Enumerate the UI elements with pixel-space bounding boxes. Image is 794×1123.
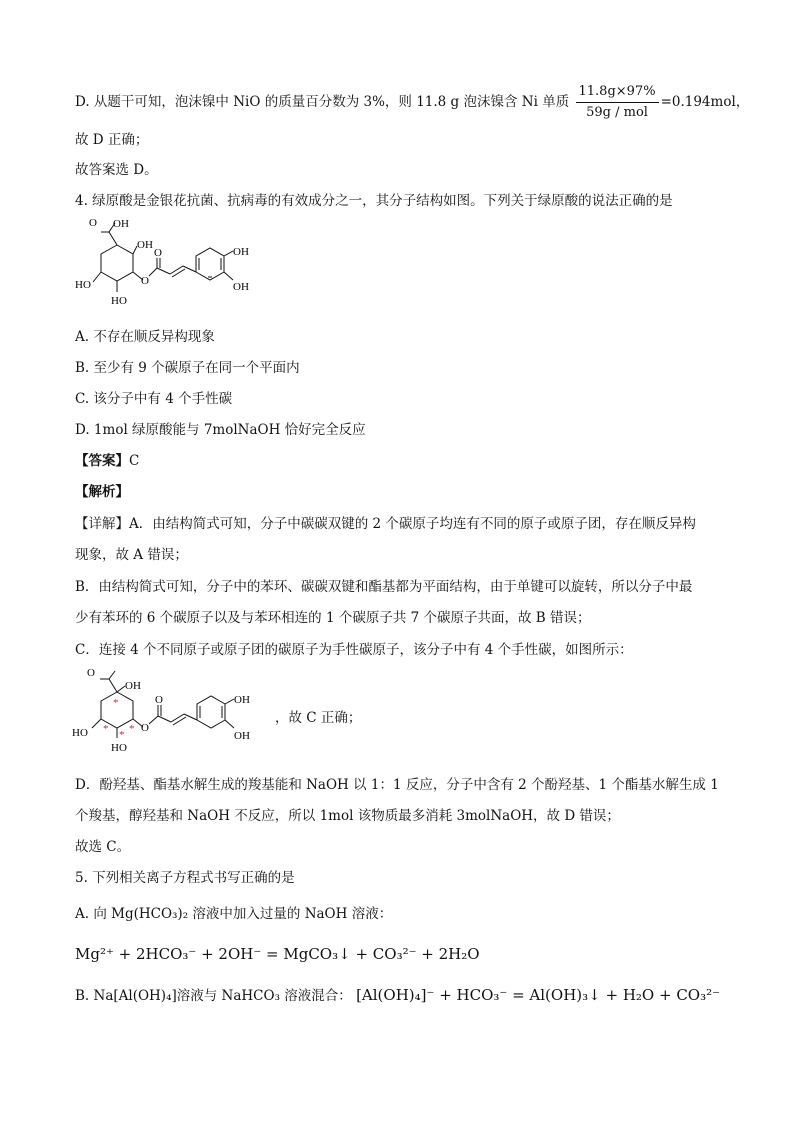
- q5-option-b: B. Na[Al(OH)₄]溶液与 NaHCO₃ 溶液混合： [Al(OH)₄]⁻ + HCO₃⁻ = Al(OH)₃↓ + H₂O + CO₃²⁻: [75, 986, 721, 1004]
- svg-text:OH: OH: [125, 680, 141, 692]
- q5-option-a: A. 向 Mg(HCO₃)₂ 溶液中加入过量的 NaOH 溶液：: [75, 906, 393, 922]
- d-conclusion: 故 D 正确；: [75, 132, 149, 148]
- svg-text:OH: OH: [113, 218, 129, 230]
- chiral-carbon-structure: [70, 668, 280, 772]
- detail-b-2: 少有苯环的 6 个碳原子以及与苯环相连的 1 个碳原子共 7 个碳原子共面，故 B 错误；: [75, 610, 591, 626]
- svg-text:OH: OH: [137, 239, 153, 251]
- q5-option-b-equation: [Al(OH)₄]⁻ + HCO₃⁻ = Al(OH)₃↓ + H₂O + CO₃²⁻: [356, 986, 721, 1004]
- detail-a-2: 现象，故 A 错误；: [75, 547, 188, 563]
- svg-text:HO: HO: [72, 727, 88, 739]
- svg-text:O: O: [154, 247, 162, 259]
- q5-option-a-equation: Mg²⁺ + 2HCO₃⁻ + 2OH⁻ = MgCO₃↓ + CO₃²⁻ + 2H₂O: [75, 945, 480, 963]
- chiral-markers: [103, 697, 135, 741]
- svg-text:OH: OH: [233, 246, 249, 258]
- option-a: A. 不存在顺反异构现象: [75, 329, 215, 345]
- option-d: D. 1mol 绿原酸能与 7molNaOH 恰好完全反应: [75, 422, 366, 438]
- q4-stem: 4. 绿原酸是金银花抗菌、抗病毒的有效成分之一，其分子结构如图。下列关于绿原酸的说法正确的是: [75, 193, 673, 209]
- detail-d-1: D．酚羟基、酯基水解生成的羧基能和 NaOH 以 1：1 反应，分子中含有 2 个酚羟基、1 个酯基水解生成 1: [75, 777, 719, 793]
- svg-text:HO: HO: [75, 279, 91, 291]
- svg-text:OH: OH: [234, 694, 250, 706]
- svg-text:O: O: [87, 668, 95, 679]
- svg-text:OH: OH: [234, 730, 250, 742]
- svg-text:O: O: [141, 275, 149, 287]
- detail-c-2: ，故 C 正确；: [275, 710, 362, 726]
- option-c: C. 该分子中有 4 个手性碳: [75, 391, 233, 407]
- answer-line: 【答案】C: [75, 453, 140, 469]
- chiral-star: *: [103, 723, 109, 735]
- chlorogenic-acid-structure: [75, 218, 275, 322]
- svg-text:O: O: [155, 694, 163, 706]
- svg-text:HO: HO: [111, 742, 127, 754]
- detail-d-2: 个羧基，醇羟基和 NaOH 不反应，所以 1mol 该物质最多消耗 3molNaOH，故 D 错误；: [75, 808, 620, 824]
- detail-c-1: C．连接 4 个不同原子或原子团的碳原子为手性碳原子，该分子中有 4 个手性碳，如图所示：: [75, 642, 633, 658]
- final-answer: 故答案选 D。: [75, 162, 158, 178]
- detail-a-1: 【详解】A．由结构简式可知，分子中碳碳双键的 2 个碳原子均连有不同的原子或原子团，存在顺反异构: [75, 516, 696, 532]
- mass-fraction: $\frac{11.8g\times 97\%}{\text{59g / mol}}$: [576, 82, 659, 123]
- choose-line: 故选 C。: [75, 839, 131, 855]
- q5-stem: 5. 下列相关离子方程式书写正确的是: [75, 870, 295, 886]
- svg-text:OH: OH: [233, 281, 249, 293]
- detail-b-1: B．由结构简式可知，分子中的苯环、碳碳双键和酯基都为平面结构，由于单键可以旋转，所以分子中最: [75, 579, 693, 595]
- chiral-star: *: [113, 697, 119, 709]
- chiral-star: *: [129, 723, 135, 735]
- analysis-label: 【解析】: [75, 484, 129, 500]
- chiral-star: *: [119, 729, 125, 741]
- svg-text:O: O: [141, 722, 149, 734]
- option-d-calc: D. 从题干可知，泡沫镍中 NiO 的质量百分数为 3%，则 11.8 g 泡沫镍含 Ni 单质 $\frac{11.8g\times 97\%}{\text{59g / mol}}$ =0.194mol，: [75, 82, 749, 123]
- option-b: B. 至少有 9 个碳原子在同一个平面内: [75, 360, 300, 376]
- svg-text:HO: HO: [111, 295, 127, 307]
- svg-text:O: O: [89, 218, 97, 229]
